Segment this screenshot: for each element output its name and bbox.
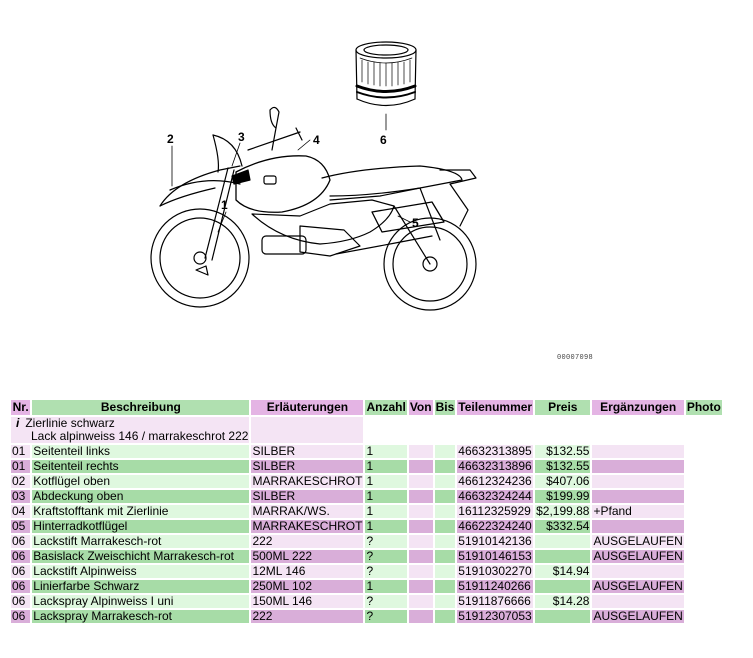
- row-anzahl: 1: [365, 520, 406, 533]
- row-anzahl: 1: [365, 460, 406, 473]
- row-preis: $199.99: [535, 490, 590, 503]
- row-nr: 06: [11, 610, 30, 623]
- row-erlaeuterungen: 500ML 222: [251, 550, 363, 563]
- row-von: [409, 565, 433, 578]
- row-ergaenzungen: [592, 595, 683, 608]
- info-cell: [11, 417, 249, 443]
- row-preis: $407.06: [535, 475, 590, 488]
- row-bis: [435, 520, 456, 533]
- row-anzahl: 1: [365, 580, 406, 593]
- row-von: [409, 490, 433, 503]
- row-anzahl: 1: [365, 475, 406, 488]
- row-ergaenzungen: AUSGELAUFEN: [593, 549, 683, 563]
- row-erlaeuterungen: 222: [251, 535, 363, 548]
- row-nr: 01: [11, 460, 30, 473]
- diagram-code: 00007098: [557, 354, 594, 362]
- row-nr: 06: [11, 565, 30, 578]
- row-teilenummer[interactable]: 51910146153: [458, 549, 532, 563]
- table-row[interactable]: [11, 520, 722, 533]
- row-erlaeuterungen: 250ML 102: [251, 580, 363, 593]
- table-row[interactable]: [11, 445, 722, 458]
- row-nr: 06: [11, 535, 30, 548]
- row-bis: [435, 565, 456, 578]
- row-preis: [535, 550, 590, 563]
- row-teilenummer[interactable]: 46622324240: [458, 519, 532, 533]
- row-von: [409, 475, 433, 488]
- row-ergaenzungen: [592, 565, 683, 578]
- row-erlaeuterungen: MARRAKESCHROT: [252, 474, 363, 488]
- row-bis: [435, 610, 456, 623]
- row-von: [409, 595, 433, 608]
- row-ergaenzungen: [592, 490, 683, 503]
- row-preis: [535, 580, 590, 593]
- row-erlaeuterungen: 12ML 146: [251, 565, 363, 578]
- row-bis: [435, 445, 456, 458]
- row-anzahl: ?: [365, 610, 406, 623]
- col-teilenummer: Teilenummer: [458, 400, 533, 414]
- row-beschreibung: Lackstift Alpinweiss: [32, 565, 249, 578]
- row-teilenummer[interactable]: 46632324244: [458, 489, 532, 503]
- row-anzahl: 1: [365, 445, 406, 458]
- row-von: [409, 505, 433, 518]
- row-anzahl: ?: [365, 535, 406, 548]
- row-beschreibung: Abdeckung oben: [32, 490, 249, 503]
- info-line-1: Zierlinie schwarz: [25, 416, 115, 430]
- table-row[interactable]: [11, 490, 722, 503]
- row-von: [409, 445, 433, 458]
- row-preis: $132.55: [535, 445, 590, 458]
- row-erlaeuterungen: SILBER: [251, 460, 363, 473]
- row-nr: 04: [11, 505, 30, 518]
- row-nr: 06: [11, 550, 30, 563]
- row-erlaeuterungen: 222: [251, 610, 363, 623]
- row-teilenummer[interactable]: 51912307053: [458, 609, 532, 623]
- col-bis: Bis: [435, 400, 455, 414]
- row-nr: 02: [11, 475, 30, 488]
- row-von: [409, 520, 433, 533]
- row-teilenummer[interactable]: 46632313896: [458, 459, 532, 473]
- row-von: [409, 550, 433, 563]
- callout-5: 5: [412, 216, 419, 230]
- row-beschreibung: Linierfarbe Schwarz: [32, 580, 249, 593]
- row-anzahl: 1: [365, 490, 406, 503]
- row-preis: $2,199.88: [536, 504, 590, 518]
- row-teilenummer[interactable]: 51911876666: [457, 595, 533, 608]
- row-preis: [535, 535, 590, 548]
- table-row[interactable]: [11, 535, 722, 548]
- col-preis: Preis: [535, 400, 590, 415]
- col-anzahl: Anzahl: [366, 400, 406, 414]
- row-teilenummer[interactable]: 51911240266: [457, 580, 533, 593]
- info-spacer: [251, 417, 363, 443]
- row-nr: 03: [11, 490, 30, 503]
- row-teilenummer[interactable]: 51910302270: [458, 564, 532, 578]
- row-anzahl: ?: [365, 550, 406, 563]
- row-bis: [435, 490, 456, 503]
- row-beschreibung: Kotflügel oben: [32, 475, 249, 488]
- row-bis: [435, 535, 456, 548]
- table-row[interactable]: [11, 475, 722, 488]
- col-erlaeuterungen: Erläuterungen: [251, 400, 363, 415]
- row-anzahl: 1: [365, 505, 406, 518]
- callout-4: 4: [313, 133, 320, 147]
- row-nr: 05: [11, 520, 30, 533]
- row-bis: [435, 550, 456, 563]
- row-nr: 01: [11, 445, 30, 458]
- row-bis: [435, 580, 456, 593]
- row-beschreibung: Basislack Zweischicht Marrakesch-rot: [32, 550, 249, 563]
- row-ergaenzungen: AUSGELAUFEN: [593, 534, 683, 548]
- table-row[interactable]: [11, 595, 722, 608]
- row-ergaenzungen: [592, 475, 683, 488]
- row-erlaeuterungen: MARRAK/WS.: [251, 505, 363, 518]
- row-ergaenzungen: AUSGELAUFEN: [593, 579, 683, 593]
- row-bis: [435, 460, 456, 473]
- row-preis: $14.94: [535, 565, 590, 578]
- row-teilenummer[interactable]: 46632313895: [458, 444, 532, 458]
- row-beschreibung: Hinterradkotflügel: [32, 520, 249, 533]
- row-anzahl: ?: [365, 595, 406, 608]
- row-beschreibung: Lackspray Alpinweiss I uni: [32, 595, 249, 608]
- row-von: [409, 580, 433, 593]
- col-ergaenzungen: Ergänzungen: [592, 400, 683, 415]
- row-beschreibung: Seitenteil links: [32, 445, 249, 458]
- row-erlaeuterungen: SILBER: [251, 445, 363, 458]
- row-bis: [435, 505, 456, 518]
- row-ergaenzungen: [592, 460, 683, 473]
- row-preis: $132.55: [535, 460, 590, 473]
- paint-can-icon: [356, 42, 416, 106]
- row-teilenummer[interactable]: 51910142136: [458, 534, 532, 548]
- row-teilenummer[interactable]: 46612324236: [458, 474, 532, 488]
- row-erlaeuterungen: MARRAKESCHROT: [252, 519, 363, 533]
- col-photo: Photo: [686, 400, 721, 414]
- row-beschreibung: Lackstift Marrakesch-rot: [32, 535, 249, 548]
- parts-table: [9, 398, 724, 625]
- row-teilenummer[interactable]: 16112325929: [457, 505, 533, 518]
- table-row[interactable]: [11, 460, 722, 473]
- callout-1: 1: [221, 198, 228, 212]
- table-row[interactable]: [11, 565, 722, 578]
- row-erlaeuterungen: SILBER: [251, 490, 363, 503]
- table-row[interactable]: [11, 610, 722, 623]
- col-nr: Nr.: [12, 400, 29, 414]
- row-bis: [435, 595, 456, 608]
- row-anzahl: ?: [365, 565, 406, 578]
- table-row[interactable]: [11, 550, 722, 563]
- table-header-row: [11, 400, 722, 415]
- callout-2: 2: [167, 132, 174, 146]
- row-ergaenzungen: AUSGELAUFEN: [593, 609, 683, 623]
- row-ergaenzungen: +Pfand: [592, 505, 683, 518]
- table-row[interactable]: [11, 580, 722, 593]
- col-von: Von: [409, 400, 432, 414]
- row-erlaeuterungen: 150ML 146: [251, 595, 363, 608]
- row-beschreibung: Seitenteil rechts: [32, 460, 249, 473]
- row-von: [409, 610, 433, 623]
- row-nr: 06: [11, 595, 30, 608]
- info-line-2: Lack alpinweiss 146 / marrakeschrot 222: [31, 429, 249, 443]
- info-icon: i: [16, 416, 20, 430]
- row-bis: [435, 475, 456, 488]
- row-von: [409, 460, 433, 473]
- row-preis: [535, 610, 590, 623]
- row-preis: $14.28: [535, 595, 590, 608]
- col-beschreibung: Beschreibung: [32, 400, 249, 415]
- callout-3: 3: [238, 130, 245, 144]
- row-beschreibung: Kraftstofftank mit Zierlinie: [32, 505, 249, 518]
- row-beschreibung: Lackspray Marrakesch-rot: [32, 610, 249, 623]
- row-nr: 06: [11, 580, 30, 593]
- row-preis: $332.54: [535, 520, 590, 533]
- info-row: [11, 417, 722, 443]
- callout-6: 6: [380, 133, 387, 147]
- row-von: [409, 535, 433, 548]
- table-row[interactable]: [11, 505, 722, 518]
- row-ergaenzungen: [592, 520, 683, 533]
- row-ergaenzungen: [592, 445, 683, 458]
